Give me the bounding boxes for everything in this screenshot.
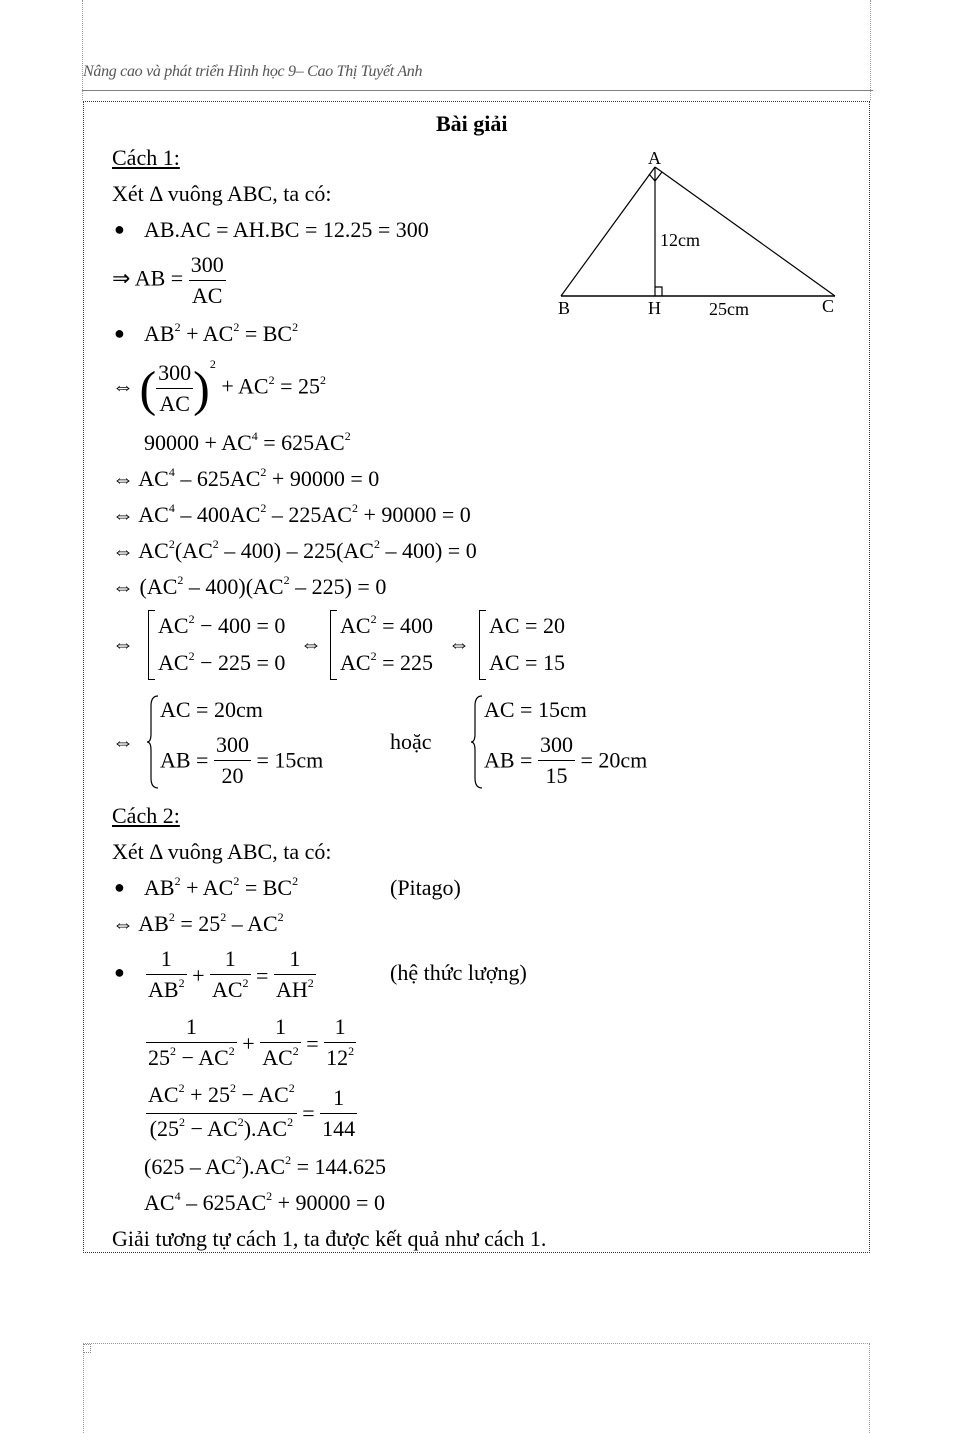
triangle-figure xyxy=(545,140,855,325)
m1-line5: $90000 + AC^4 = 625AC^2$ xyxy=(144,429,351,455)
bullet-icon: ● xyxy=(114,962,125,982)
m1-l11-left-top: AC = 20cm xyxy=(160,697,263,722)
margin-guide-left xyxy=(82,0,83,100)
m1-line10-arrow2: ⇔ xyxy=(300,631,322,656)
m1-l10-s3-r2: AC = 15 xyxy=(489,650,565,675)
conclusion: Giải tương tự cách 1, ta được kết quả như cách 1. xyxy=(112,1226,547,1251)
m2-line6: $(625 - AC^2).AC^2 = 144.625$ xyxy=(144,1153,386,1179)
m1-l11-left-bottom: AB = $\frac{300}{20}$ = 15cm xyxy=(160,732,324,788)
method1-intro: Xét Δ vuông ABC, ta có: xyxy=(112,181,332,206)
margin-guide-right xyxy=(870,0,871,100)
label-a: A xyxy=(648,148,661,168)
method1-heading: Cách 1: xyxy=(112,145,180,170)
method2-heading: Cách 2: xyxy=(112,803,180,828)
side-ab xyxy=(561,167,655,296)
m1-line10-arrow1: ⇔ xyxy=(112,631,134,656)
m2-line5: $\frac{AC^2 + 25^2 - AC^2}{(25^2 - AC^2).AC^2}$ = $\frac{1}{144}$ xyxy=(148,1081,356,1141)
m2-line2: ⇔ $AB^2 = 25^2 - AC^2$ xyxy=(112,910,284,936)
solution-title: Bài giải xyxy=(436,111,508,136)
m1-line10-arrow3: ⇔ xyxy=(448,631,470,656)
label-c: C xyxy=(822,296,835,316)
bullet-icon: ● xyxy=(114,877,125,897)
label-height: 12cm xyxy=(660,230,700,250)
m1-line2 xyxy=(112,250,226,311)
m1-l10-s1-r2: $AC^2 - 225 = 0$ xyxy=(158,649,286,675)
m1-l10-s1-r1: $AC^2 - 400 = 0$ xyxy=(158,612,286,638)
m1-line2-lhs: ⇒ AB = xyxy=(112,265,184,291)
header-rule xyxy=(82,90,873,91)
paragraph-mark-icon xyxy=(83,1344,91,1353)
next-page-margin-box xyxy=(83,1343,870,1433)
m1-line9: ⇔ $(AC^2 - 400)(AC^2 - 225) = 0$ xyxy=(112,573,387,599)
m1-l10-s2-r1: $AC^2 = 400$ xyxy=(340,612,433,638)
label-base: 25cm xyxy=(709,299,749,319)
m1-line11-arrow: ⇔ xyxy=(112,729,134,754)
m2-line3: $\frac{1}{AB^2}$ + $\frac{1}{AC^2}$ = $\frac{1}{AH^2}$ xyxy=(148,946,314,1002)
m1-line6: ⇔ $AC^4 - 625AC^2 + 90000 = 0$ xyxy=(112,465,380,491)
m1-line7: ⇔ $AC^4 - 400AC^2 - 225AC^2 + 90000 = 0$ xyxy=(112,501,471,527)
numerator: 300 xyxy=(189,250,226,281)
denominator: AC xyxy=(191,283,223,308)
bullet-icon: ● xyxy=(114,219,125,239)
bullet-icon: ● xyxy=(114,323,125,343)
label-h: H xyxy=(648,298,661,318)
m1-l10-s2-r2: $AC^2 = 225$ xyxy=(340,649,433,675)
pitago-note: (Pitago) xyxy=(390,875,461,900)
page-header: Nâng cao và phát triển Hình học 9– Cao Thị Tuyết Anh xyxy=(83,63,423,80)
or-label: hoặc xyxy=(390,729,432,754)
m1-l11-right-top: AC = 15cm xyxy=(484,697,587,722)
m2-line4: $\frac{1}{25^2 - AC^2}$ + $\frac{1}{AC^2}$ = $\frac{1}{12^2}$ xyxy=(148,1014,355,1070)
m1-line8: ⇔ $AC^2(AC^2 - 400) - 225(AC^2 - 400) = 0$ xyxy=(112,537,477,563)
right-angle-h-icon xyxy=(655,287,662,296)
bracket-icon xyxy=(148,610,155,680)
brace-left-icon xyxy=(146,694,160,790)
m1-l11-right-bottom: AB = $\frac{300}{15}$ = 20cm xyxy=(484,732,648,788)
method2-intro: Xét Δ vuông ABC, ta có: xyxy=(112,839,332,864)
m2-line7: $AC^4 - 625AC^2 + 90000 = 0$ xyxy=(144,1189,385,1215)
m1-l10-s3-r1: AC = 20 xyxy=(489,613,565,638)
bracket-icon xyxy=(330,610,337,680)
m2-line1: $AB^2 + AC^2 = BC^2$ xyxy=(144,874,299,900)
fraction xyxy=(189,250,226,311)
label-b: B xyxy=(558,298,571,318)
m1-line3: $AB^2 + AC^2 = BC^2$ xyxy=(144,320,299,346)
he-thuc-luong-note: (hệ thức lượng) xyxy=(390,960,527,985)
m1-line4: ⇔ ( $\frac{300}{AC}$ )$^2 + AC^2 = 25^2$ xyxy=(112,356,326,417)
bracket-icon xyxy=(479,610,486,680)
m1-line1: AB.AC = AH.BC = 12.25 = 300 xyxy=(144,217,429,242)
brace-right-icon xyxy=(470,694,484,790)
